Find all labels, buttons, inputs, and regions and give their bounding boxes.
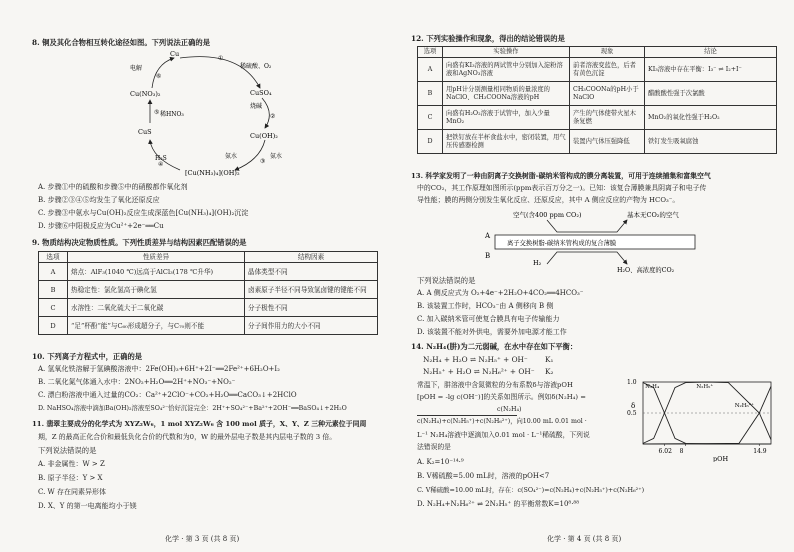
- q9-row-d-structure: 分子间作用力的大小不同: [245, 317, 378, 335]
- membrane-device-diagram: [477, 208, 727, 276]
- copper-conversion-diagram: [110, 48, 310, 178]
- q12-row-d-conclusion: 铁钉发生吸氧腐蚀: [645, 130, 777, 154]
- air-out-label: 基本无CO₂的空气: [627, 211, 679, 219]
- q12-row-a-label: A: [418, 58, 443, 82]
- series-line-1: [643, 382, 771, 443]
- q11-stem-line-2: 期，Z 的最高正化合价和最低负化合价的代数和为0，W 的最外层电子数是其内层电子数的 3 倍。: [38, 433, 337, 441]
- node-cuso4: CuSO₄: [250, 89, 272, 97]
- q14-stem: 14. N₂H₄(肼)为二元弱碱，在水中存在如下平衡：: [411, 342, 578, 351]
- table-row: [418, 58, 777, 82]
- q12-row-c-conclusion: MnO₂的氧化性强于H₂O₂: [645, 106, 777, 130]
- q12-header-option: 选项: [418, 47, 443, 58]
- q12-row-a-conclusion: KI₃溶液中存在平衡：I₃⁻ ⇌ I₂+I⁻: [645, 58, 777, 82]
- q10-option-c: C. 漂白粉溶液中通入过量的CO₂：Ca²⁺+2ClO⁻+CO₂+H₂O══CaCO₃↓+2HClO: [38, 391, 297, 399]
- q9-row-d-label: D: [39, 317, 68, 335]
- series-line-2: [643, 386, 771, 444]
- table-row: [418, 82, 777, 106]
- q14-k2: K₂: [545, 367, 554, 376]
- x-tick-label-0: 6.02: [658, 448, 672, 455]
- q14-k1: K₁: [545, 355, 554, 364]
- q9-row-b-property: 热稳定性：氯化氢高于碘化氢: [68, 281, 245, 299]
- q8-option-b: B. 步骤②③④⑤均发生了氧化还原反应: [38, 196, 160, 204]
- q9-row-b-label: B: [39, 281, 68, 299]
- q12-row-b-operation: 用pH计分别测量相同物质的量浓度的NaClO、CH₃COONa溶液的pH: [443, 82, 570, 106]
- x-axis-label: pOH: [713, 455, 729, 462]
- y-axis-label: δ: [631, 402, 636, 410]
- q12-header-conclusion: 结论: [645, 47, 777, 58]
- q14-text-line-2: [pOH = -lg c(OH⁻)]的关系如图所示。例如δ(N₂H₄) =: [417, 393, 586, 401]
- node-cu: Cu: [170, 50, 180, 58]
- q9-stem: 9. 物质结构决定物质性质。下列性质差异与结构因素匹配错误的是: [32, 238, 247, 247]
- curve-label-0: N₂H₄: [645, 384, 660, 391]
- left-page-footer: 化学 · 第 3 页 (共 8 页): [165, 535, 240, 543]
- reagent-dilute-hno3: 稀HNO₃: [160, 111, 184, 118]
- reagent-h2s: H₂S: [155, 155, 167, 162]
- h2-label: H₂: [533, 259, 542, 267]
- q14-fraction-numerator: c(N₂H₄): [497, 406, 522, 413]
- q10-option-d: D. NaHSO₄溶液中滴加Ba(OH)₂溶液至SO₄²⁻恰好沉淀完全：2H⁺+SO₄²⁻+Ba²⁺+2OH⁻══BaSO₄↓+2H₂O: [38, 405, 347, 412]
- node-cus: CuS: [138, 128, 152, 136]
- q14-text-line-4: L⁻¹ N₂H₄溶液中逐滴加入0.01 mol · L⁻¹稀硫酸，下列说: [417, 431, 590, 439]
- q9-row-a-label: A: [39, 263, 68, 281]
- y-tick-label-0: 0.5: [627, 410, 637, 417]
- q12-row-c-operation: 向盛有H₂O₂溶液于试管中，加入少量MnO₂: [443, 106, 570, 130]
- q13-option-d: D. 该装置不能对外供电，需要外加电源才能工作: [417, 328, 567, 336]
- q9-row-a-structure: 晶体类型不同: [245, 263, 378, 281]
- q14-text-line-3: c(N₂H₄)+c(N₂H₅⁺)+c(N₂H₆²⁺)，向10.00 mL 0.01 mol ·: [417, 418, 587, 425]
- node-complex: [Cu(NH₃)₄](OH)₂: [185, 169, 240, 177]
- step-2: ②: [270, 113, 276, 120]
- q10-option-b: B. 二氧化氮气体通入水中：2NO₂+H₂O══2H⁺+NO₃⁻+NO₂⁻: [38, 378, 236, 386]
- q12-row-c-label: C: [418, 106, 443, 130]
- step-1: ①: [218, 55, 224, 62]
- x-tick-label-1: 8: [679, 448, 684, 455]
- fraction-bar: [417, 415, 517, 416]
- q9-header-structure: 结构因素: [245, 252, 378, 263]
- q12-row-d-label: D: [418, 130, 443, 154]
- q12-table: [417, 46, 777, 154]
- q11-option-b: B. 原子半径：Y > X: [38, 474, 103, 482]
- q9-table-header: [39, 252, 378, 263]
- q14-option-a: A. K₂=10⁻¹⁴·⁹: [417, 458, 464, 466]
- series-line-0: [643, 383, 771, 444]
- q9-table: [38, 251, 378, 335]
- q12-row-d-operation: 把铁钉放在半杯食盐水中，密闭装置，用气压传感器检测: [443, 130, 570, 154]
- q12-row-a-operation: 向盛有KI₃溶液的两试管中分别加入淀粉溶液和AgNO₃溶液: [443, 58, 570, 82]
- q13-option-a: A. A 侧反应式为 O₂+4e⁻+2H₂O+4CO₂══4HCO₃⁻: [417, 289, 584, 297]
- q12-row-b-phenomenon: CH₃COONa的pH小于NaClO: [570, 82, 645, 106]
- q14-option-c: C. V稀硫酸=10.00 mL时，存在：c(SO₄²⁻)=c(N₂H₄)+c(N₂H₅⁺)+c(N₂H₆²⁺): [417, 486, 645, 494]
- q9-row-b-structure: 卤素原子半径不同导致氢卤键的键能不同: [245, 281, 378, 299]
- table-row: [418, 130, 777, 154]
- q8-option-d: D. 步骤⑥中阳极反应为Cu²⁺+2e⁻══Cu: [38, 222, 164, 230]
- q14-option-b: B. V稀硫酸=5.00 mL时，溶液的pOH<7: [417, 472, 550, 480]
- q10-stem: 10. 下列离子方程式中，正确的是: [32, 352, 143, 361]
- step-5: ⑤: [154, 109, 160, 116]
- x-tick-label-2: 14.9: [753, 448, 767, 455]
- q14-eq2: N₂H₅⁺ + H₂O ⇌ N₂H₆²⁺ + OH⁻: [423, 367, 535, 376]
- q12-row-a-phenomenon: 前者溶液变蓝色，后者有黄色沉淀: [570, 58, 645, 82]
- q13-option-b: B. 该装置工作时，HCO₃⁻由 A 侧移向 B 侧: [417, 302, 554, 310]
- q14-eq1: N₂H₄ + H₂O ⇌ N₂H₅⁺ + OH⁻: [423, 355, 528, 364]
- q13-option-c: C. 加入碳纳米管可使复合膜具有电子传输能力: [417, 315, 560, 323]
- step-3: ③: [260, 158, 266, 165]
- q13-ask: 下列说法错误的是: [417, 276, 476, 285]
- q9-row-a-property: 熔点：AlF₃(1040 ℃)远高于AlCl₃(178 ℃升华): [68, 263, 245, 281]
- q8-option-a: A. 步骤①中的硫酸和步骤⑤中的硝酸都作氧化剂: [38, 183, 188, 191]
- product-label: H₂O、高浓度的CO₂: [617, 267, 675, 274]
- reagent-caustic: 烧碱: [250, 103, 263, 110]
- q12-row-b-label: B: [418, 82, 443, 106]
- q9-row-c-structure: 分子极性不同: [245, 299, 378, 317]
- node-cuoh2: Cu(OH)₂: [250, 132, 278, 140]
- table-row: [39, 263, 378, 281]
- reagent-ammonia-1: 氨水: [270, 153, 283, 160]
- q9-row-c-property: 水溶性：二氧化硫大于二氧化碳: [68, 299, 245, 317]
- q9-row-c-label: C: [39, 299, 68, 317]
- reagent-electrolysis: 电解: [130, 65, 143, 72]
- q14-text-line-5: 法错误的是: [417, 443, 451, 451]
- q12-table-header: [418, 47, 777, 58]
- q13-stem-line-2: 中的CO₂，其工作原理如图所示(ppm表示百万分之一)。已知：该复合薄膜兼具阴离子和电子传: [417, 184, 707, 192]
- q14-text-line-1: 常温下，肼溶液中含氮微粒的分布系数δ与溶液pOH: [417, 381, 573, 389]
- q11-option-c: C. W 存在同素异形体: [38, 488, 106, 496]
- q8-option-c: C. 步骤③中氨水与Cu(OH)₂反应生成深蓝色[Cu(NH₃)₄](OH)₂沉淀: [38, 209, 249, 217]
- q11-option-a: A. 非金属性：W > Z: [38, 460, 105, 468]
- q12-row-c-phenomenon: 产生的气体使带火星木条复燃: [570, 106, 645, 130]
- membrane-label: 离子交换树脂-碳纳米管构成的复合薄膜: [507, 240, 617, 247]
- distribution-chart: [625, 376, 781, 462]
- q10-option-a: A. 氢氧化铁溶解于氢碘酸溶液中：2Fe(OH)₃+6H⁺+2I⁻══2Fe²⁺+6H₂O+I₂: [38, 365, 280, 373]
- q12-header-phenomenon: 现象: [570, 47, 645, 58]
- q12-header-operation: 实验操作: [443, 47, 570, 58]
- side-a-label: A: [485, 232, 491, 240]
- table-row: [39, 299, 378, 317]
- q9-header-option: 选项: [39, 252, 68, 263]
- q14-option-d: D. N₂H₄+N₂H₆²⁺ ⇌ 2N₂H₅⁺ 的平衡常数K=10⁸·⁸⁸: [417, 500, 580, 508]
- air-in-label: 空气(含400 ppm CO₂): [513, 211, 582, 219]
- q13-stem-line-3: 导性能；膜的两侧分别发生氧化反应、还原反应，其中 A 侧应反应的产物为 HCO₃⁻。: [417, 196, 680, 204]
- curve-label-2: N₂H₆²⁺: [734, 402, 754, 409]
- y-tick-label-1: 1.0: [627, 379, 637, 386]
- q12-stem: 12. 下列实验操作和现象，得出的结论错误的是: [411, 34, 565, 43]
- side-b-label: B: [485, 252, 491, 260]
- reagent-ammonia-2: 氨水: [225, 153, 238, 160]
- q13-stem-line-1: 13. 科学家发明了一种由阴离子交换树脂-碳纳米管构成的膜分离装置，可用于连续捕集和富集空气: [411, 172, 711, 180]
- q11-stem-line-1: 11. 翡翠主要成分的化学式为 XYZ₂W₆，1 mol XYZ₂W₆ 含 100 mol 质子，X、Y、Z 三种元素位于同周: [32, 420, 367, 428]
- q11-option-d: D. X、Y 的第一电离能均小于镁: [38, 502, 137, 510]
- q8-stem: 8. 铜及其化合物相互转化途径如图。下列说法正确的是: [32, 38, 210, 47]
- step-6: ⑥: [156, 73, 162, 80]
- table-row: [418, 106, 777, 130]
- right-page: [397, 0, 794, 552]
- q12-row-b-conclusion: 醋酸酸性强于次氯酸: [645, 82, 777, 106]
- node-cuno32: Cu(NO₃)₂: [130, 90, 161, 98]
- step-4: ④: [158, 161, 164, 168]
- q9-header-property: 性质差异: [68, 252, 245, 263]
- table-row: [39, 317, 378, 335]
- reagent-dilute-h2so4-o2: 稀硫酸、O₂: [240, 63, 272, 70]
- q9-row-d-property: “足”杯酚“能”与C₆₀形成超分子，与C₇₀则不能: [68, 317, 245, 335]
- table-row: [39, 281, 378, 299]
- right-page-footer: 化学 · 第 4 页 (共 8 页): [547, 535, 622, 543]
- q11-stem-line-3: 下列说法错误的是: [38, 446, 97, 455]
- q12-row-d-phenomenon: 装置内气体压强降低: [570, 130, 645, 154]
- curve-label-1: N₂H₅⁺: [696, 384, 714, 391]
